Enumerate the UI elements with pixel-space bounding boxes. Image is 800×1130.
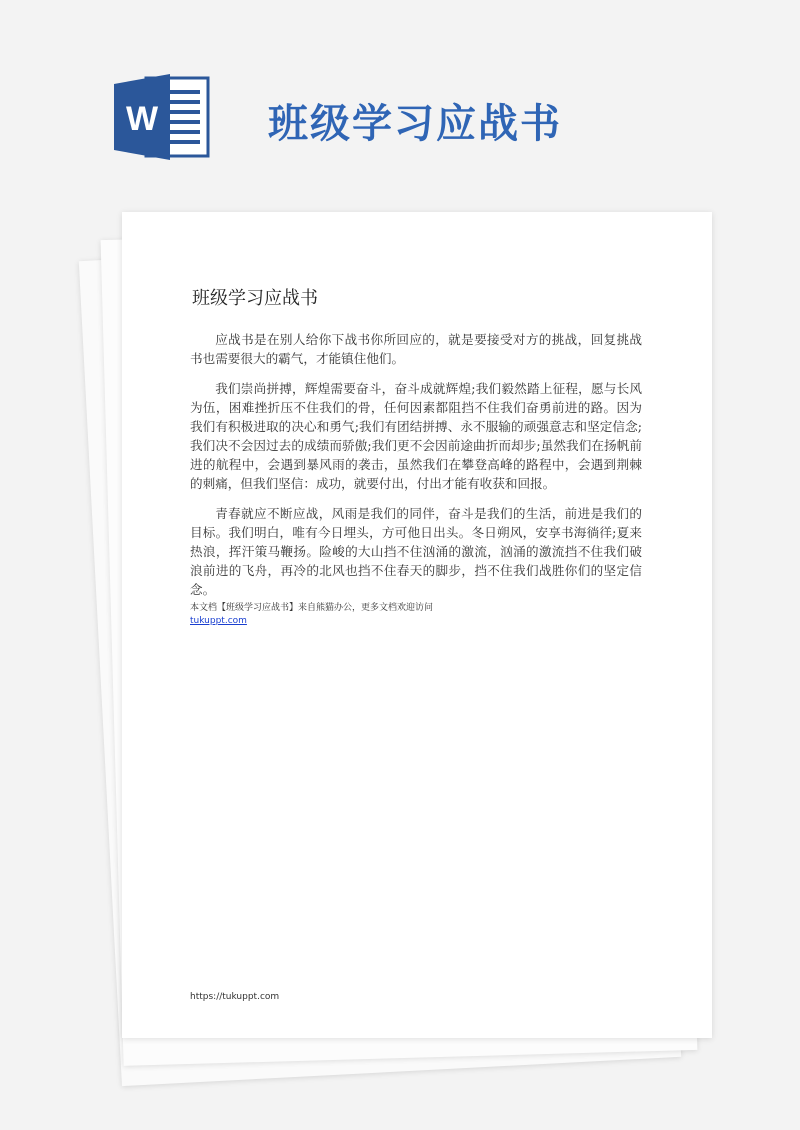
document-body: [190, 330, 642, 610]
paragraph-1: 应战书是在别人给你下战书你所回应的，就是要接受对方的挑战，回复挑战书也需要很大的霸气，才能镇住他们。: [190, 332, 642, 366]
document-title: 班级学习应战书: [192, 288, 318, 309]
paragraph-3: 青春就应不断应战，风雨是我们的同伴，奋斗是我们的生活，前进是我们的目标。我们明白，唯有今日埋头，方可他日出头。冬日朔风，安享书海徜徉;夏来热浪，挥汗策马鞭扬。险峻的大山挡不住汹涌的激流，汹涌的激流挡不住我们破浪前进的飞舟，再冷的北风也挡不住春天的脚步，挡不住我们战胜你们的坚定信念。: [190, 506, 642, 597]
source-link[interactable]: tukuppt.com: [190, 616, 247, 626]
banner: [0, 0, 800, 200]
document-page: [122, 212, 712, 1038]
word-icon-letter: W: [125, 100, 159, 138]
word-document-icon: [112, 72, 212, 162]
paragraph-2: 我们崇尚拼搏，辉煌需要奋斗，奋斗成就辉煌;我们毅然踏上征程，愿与长风为伍，困难挫折压不住我们的骨，任何因素都阻挡不住我们奋勇前进的路。因为我们有积极进取的决心和勇气;我们有团结拼搏、永不服输的顽强意志和坚定信念;我们决不会因过去的成绩而骄傲;我们更不会因前途曲折而却步;虽然我们在扬帆前进的航程中，会遇到暴风雨的袭击，虽然我们在攀登高峰的路程中，会遇到荆棘的刺痛，但我们坚信：成功，就要付出，付出才能有收获和回报。: [190, 381, 642, 491]
banner-title: 班级学习应战书: [268, 101, 562, 147]
footer-url[interactable]: https://tukuppt.com: [190, 992, 280, 1002]
source-note: [190, 602, 642, 628]
source-note-text: 本文档【班级学习应战书】来自熊猫办公，更多文档欢迎访问: [190, 603, 434, 613]
